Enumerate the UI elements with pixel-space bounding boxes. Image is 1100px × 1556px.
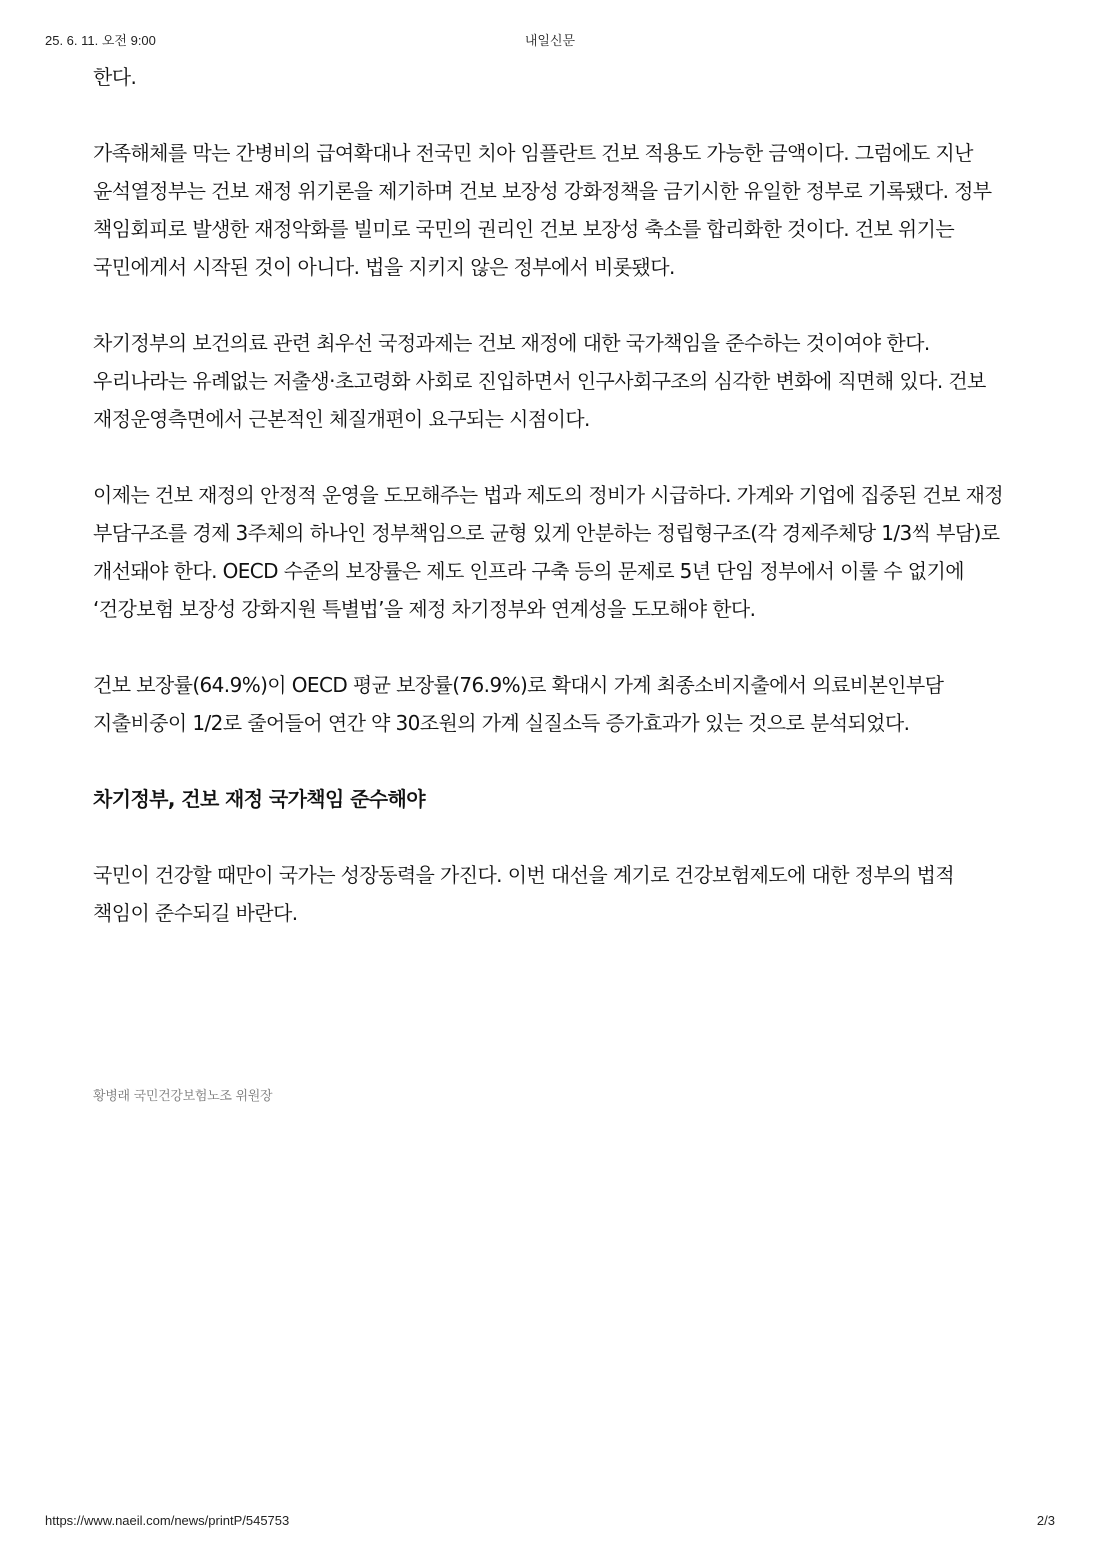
article-url[interactable]: https://www.naeil.com/news/printP/545753 [45, 1513, 290, 1528]
article-paragraph: 이제는 건보 재정의 안정적 운영을 도모해주는 법과 제도의 정비가 시급하다. 가계와 기업에 집중된 건보 재정 부담구조를 경제 3주체의 하나인 정부책임으로 균형 있게 안분하는 정립형구조(각 경제주체당 1/3씩 부담)로 개선돼야 한다. OECD 수준의 보장률은 제도 인프라 구축 등의 문제로 5년 단임 정부에서 이룰 수 없기에 ‘건강보험 보장성 강화지원 특별법’을 제정 차기정부와 연계성을 도모해야 한다. [93, 483, 1004, 621]
page-indicator: 2/3 [1036, 1513, 1055, 1528]
article-paragraph: 가족해체를 막는 간병비의 급여확대나 전국민 치아 임플란트 건보 적용도 가능한 금액이다. 그럼에도 지난 윤석열정부는 건보 재정 위기론을 제기하며 건보 보장성 강화정책을 금기시한 유일한 정부로 기록됐다. 정부 책임회피로 발생한 재정악화를 빌미로 국민의 권리인 건보 보장성 축소를 합리화한 것이다. 건보 위기는 국민에게서 시작된 것이 아니다. 법을 지키지 않은 정부에서 비롯됐다. [93, 141, 992, 279]
article-paragraph: 한다. [93, 65, 137, 89]
article-paragraph: 국민이 건강할 때만이 국가는 성장동력을 가진다. 이번 대선을 계기로 건강보험제도에 대한 정부의 법적 책임이 준수되길 바란다. [93, 863, 955, 925]
article-paragraph: 건보 보장률(64.9%)이 OECD 평균 보장률(76.9%)로 확대시 가계 최종소비지출에서 의료비본인부담 지출비중이 1/2로 줄어들어 연간 약 30조원의 가계 실질소득 증가효과가 있는 것으로 분석되었다. [93, 673, 944, 735]
print-footer [0, 1513, 1100, 1533]
article-body [93, 58, 1008, 932]
article-paragraph: 차기정부의 보건의료 관련 최우선 국정과제는 건보 재정에 대한 국가책임을 준수하는 것이여야 한다. 우리나라는 유례없는 저출생·초고령화 사회로 진입하면서 인구사회구조의 심각한 변화에 직면해 있다. 건보 재정운영측면에서 근본적인 체질개편이 요구되는 시점이다. [93, 331, 986, 431]
print-header [0, 30, 1100, 50]
article-subheading: 차기정부, 건보 재정 국가책임 준수해야 [93, 787, 425, 811]
print-datetime: 25. 6. 11. 오전 9:00 [45, 33, 156, 48]
author-byline: 황병래 국민건강보험노조 위원장 [93, 1089, 273, 1104]
site-name: 내일신문 [524, 34, 576, 49]
